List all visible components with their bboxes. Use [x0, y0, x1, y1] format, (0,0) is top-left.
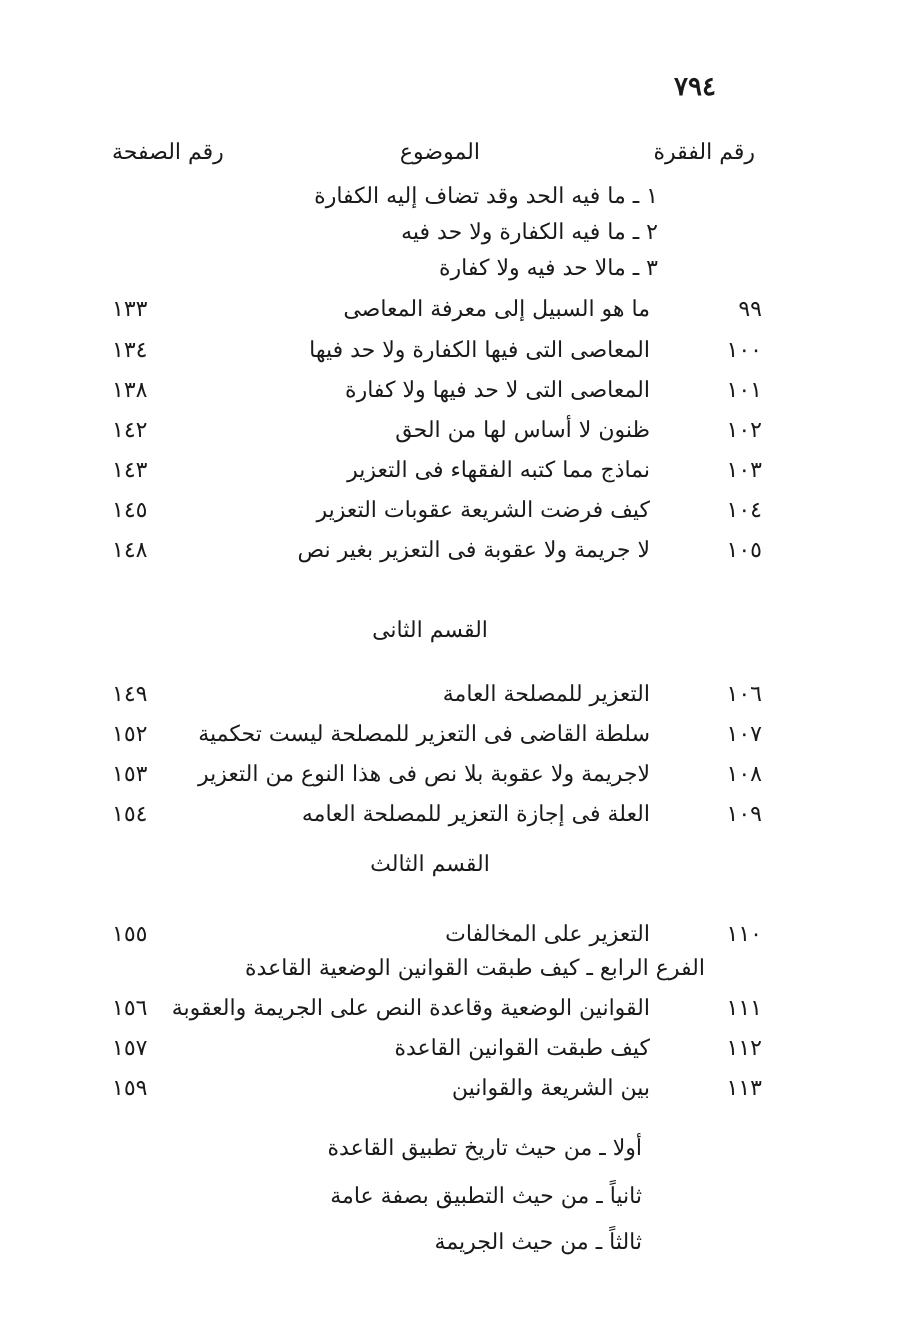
- page-ref: ١٤٣: [112, 458, 148, 483]
- final-subitem: ثالثاً ـ من حيث الجريمة: [434, 1230, 642, 1255]
- section-heading: القسم الثالث: [370, 852, 490, 877]
- page-ref: ١٣٣: [112, 297, 148, 322]
- topic-title: كيف طبقت القوانين القاعدة: [394, 1036, 650, 1061]
- header-topic: الموضوع: [399, 140, 480, 165]
- toc-row: [0, 538, 900, 578]
- toc-row: [0, 338, 900, 378]
- page-ref: ١٥٤: [112, 802, 148, 827]
- toc-row: [0, 1076, 900, 1116]
- page-ref: ١٣٤: [112, 338, 148, 363]
- branch-heading: الفرع الرابع ـ كيف طبقت القوانين الوضعية القاعدة: [245, 956, 705, 981]
- paragraph-number: ١٠٣: [726, 458, 762, 483]
- paragraph-number: ١٠٢: [726, 418, 762, 443]
- topic-title: المعاصى التى لا حد فيها ولا كفارة: [345, 378, 650, 403]
- paragraph-number: ١٠٥: [726, 538, 762, 563]
- paragraph-number: ١٠٦: [726, 682, 762, 707]
- topic-title: كيف فرضت الشريعة عقوبات التعزير: [316, 498, 650, 523]
- toc-row: [0, 722, 900, 762]
- paragraph-number: ١٠٩: [726, 802, 762, 827]
- page-ref: ١٥٧: [112, 1036, 148, 1061]
- page-ref: ١٣٨: [112, 378, 148, 403]
- toc-row: [0, 1036, 900, 1076]
- paragraph-number: ١١٣: [726, 1076, 762, 1101]
- paragraph-number: ١١٢: [726, 1036, 762, 1061]
- topic-title: لا جريمة ولا عقوبة فى التعزير بغير نص: [297, 538, 650, 563]
- page-ref: ١٤٥: [112, 498, 148, 523]
- paragraph-number: ١٠٤: [726, 498, 762, 523]
- page-number: ٧٩٤: [674, 72, 716, 102]
- section-heading: القسم الثانى: [372, 618, 488, 643]
- intro-subitem: ١ ـ ما فيه الحد وقد تضاف إليه الكفارة: [314, 184, 658, 209]
- paragraph-number: ١١١: [726, 996, 762, 1021]
- toc-row: [0, 458, 900, 498]
- page-ref: ١٥٥: [112, 922, 148, 947]
- page-ref: ١٥٣: [112, 762, 148, 787]
- page-ref: ١٤٢: [112, 418, 148, 443]
- page-ref: ١٤٨: [112, 538, 148, 563]
- final-subitem: أولا ـ من حيث تاريخ تطبيق القاعدة: [327, 1136, 642, 1161]
- paragraph-number: ١١٠: [726, 922, 762, 947]
- page-ref: ١٥٦: [112, 996, 148, 1021]
- paragraph-number: ١٠٧: [726, 722, 762, 747]
- paragraph-number: ١٠٨: [726, 762, 762, 787]
- page-ref: ١٥٩: [112, 1076, 148, 1101]
- intro-subitem: ٣ ـ مالا حد فيه ولا كفارة: [439, 256, 658, 281]
- paragraph-number: ١٠١: [726, 378, 762, 403]
- page-ref: ١٥٢: [112, 722, 148, 747]
- header-paragraph-number: رقم الفقرة: [653, 140, 755, 165]
- topic-title: لاجريمة ولا عقوبة بلا نص فى هذا النوع من التعزير: [198, 762, 650, 787]
- topic-title: التعزير على المخالفات: [445, 922, 650, 947]
- paragraph-number: ٩٩: [738, 297, 762, 322]
- topic-title: التعزير للمصلحة العامة: [442, 682, 650, 707]
- topic-title: سلطة القاضى فى التعزير للمصلحة ليست تحكمية: [198, 722, 650, 747]
- topic-title: العلة فى إجازة التعزير للمصلحة العامه: [301, 802, 650, 827]
- topic-title: ما هو السبيل إلى معرفة المعاصى: [343, 297, 650, 322]
- topic-title: نماذج مما كتبه الفقهاء فى التعزير: [347, 458, 650, 483]
- toc-row: [0, 378, 900, 418]
- final-subitem: ثانياً ـ من حيث التطبيق بصفة عامة: [330, 1184, 642, 1209]
- topic-title: ظنون لا أساس لها من الحق: [395, 418, 650, 443]
- toc-row: [0, 762, 900, 802]
- toc-row: [0, 802, 900, 842]
- toc-row: [0, 297, 900, 337]
- topic-title: المعاصى التى فيها الكفارة ولا حد فيها: [309, 338, 650, 363]
- toc-row: [0, 996, 900, 1036]
- header-page-number: رقم الصفحة: [112, 140, 224, 165]
- topic-title: بين الشريعة والقوانين: [451, 1076, 650, 1101]
- topic-title: القوانين الوضعية وقاعدة النص على الجريمة والعقوبة: [171, 996, 650, 1021]
- page-ref: ١٤٩: [112, 682, 148, 707]
- intro-subitem: ٢ ـ ما فيه الكفارة ولا حد فيه: [401, 220, 658, 245]
- toc-row: [0, 418, 900, 458]
- paragraph-number: ١٠٠: [726, 338, 762, 363]
- toc-row: [0, 498, 900, 538]
- toc-row: [0, 682, 900, 722]
